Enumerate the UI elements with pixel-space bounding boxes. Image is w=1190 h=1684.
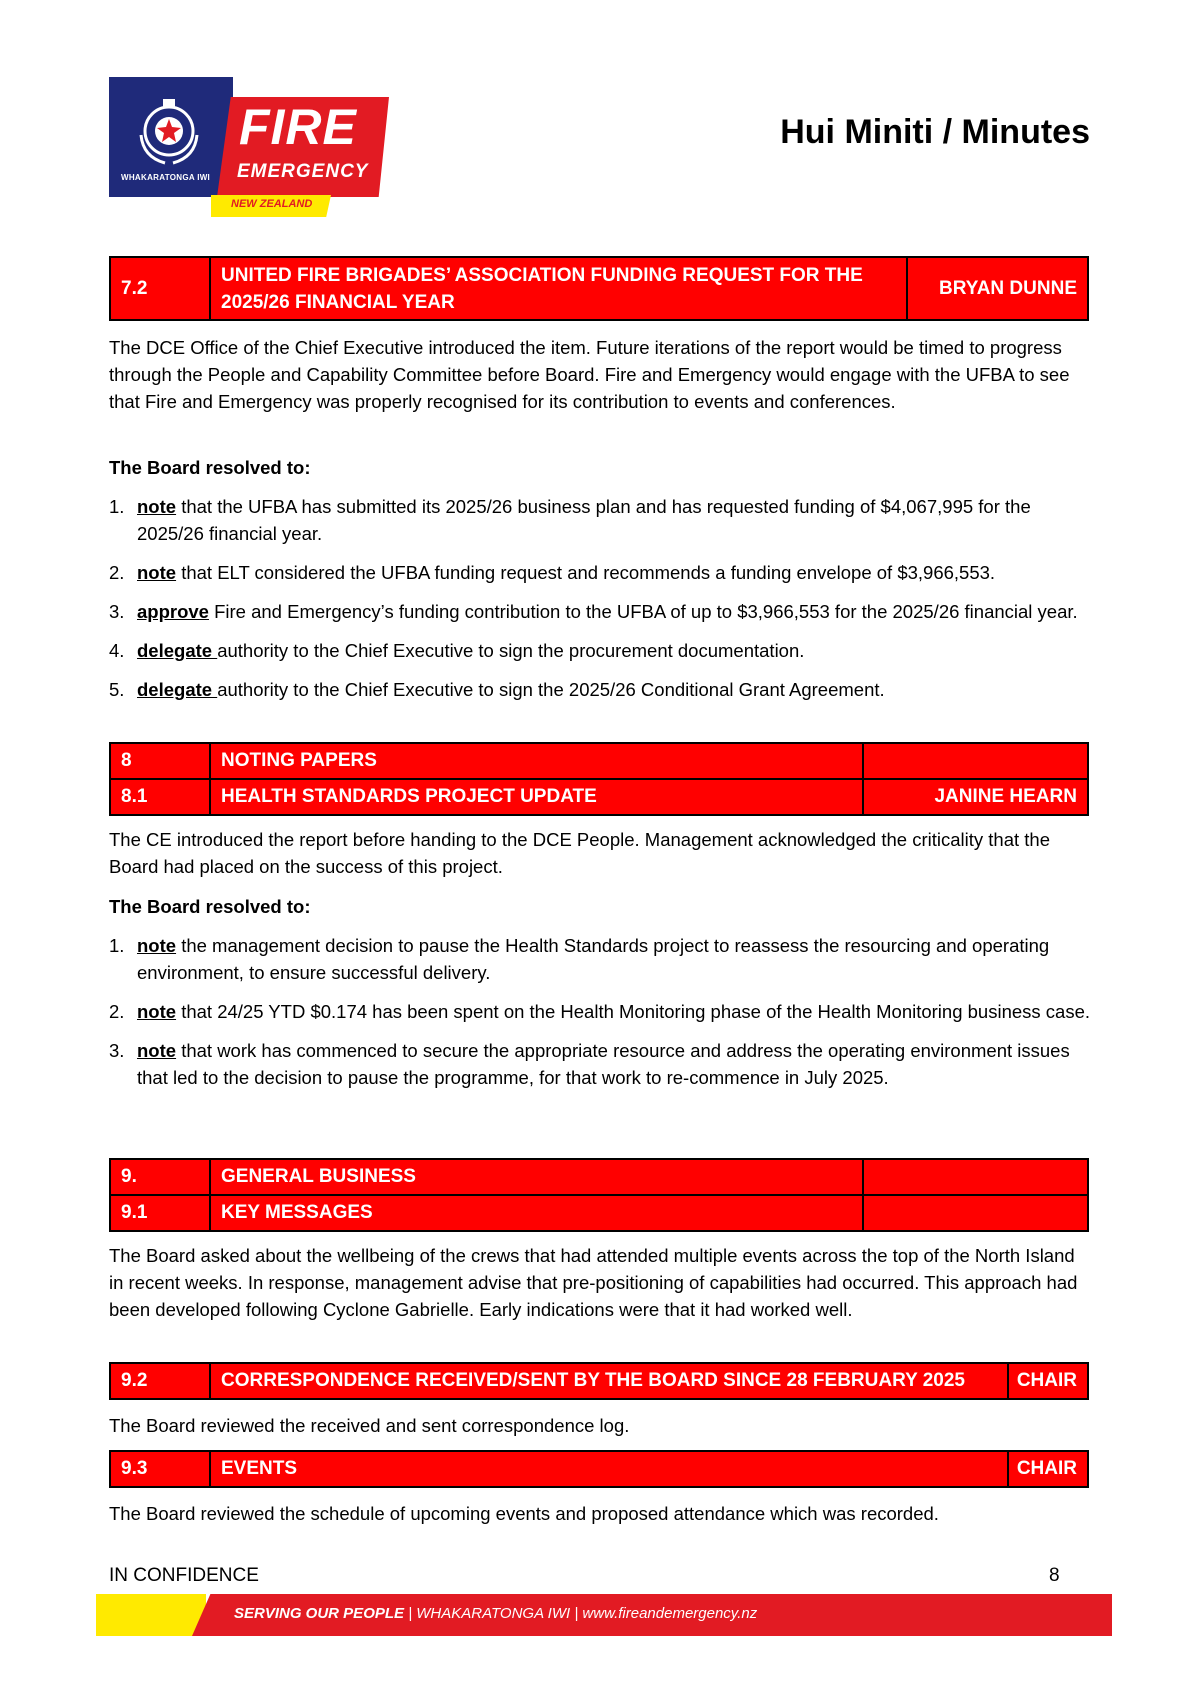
section-title: KEY MESSAGES <box>221 1202 373 1223</box>
item-verb: note <box>137 496 177 517</box>
brand-logo <box>109 77 389 217</box>
item-number: 1. <box>109 935 125 956</box>
section-body: The Board reviewed the schedule of upcoming events and proposed attendance which was recorded. <box>109 1503 939 1524</box>
footer-banner <box>96 1594 1112 1636</box>
section-body: The Board asked about the wellbeing of the crews that had attended multiple events across the top of the North Island in recent weeks. In response, management advise that pre-positioning of capabilities had occurred. This approach had been developed following Cyclone Gabrielle. Early indications were that it had worked well. <box>109 1245 1078 1320</box>
list-item <box>109 932 1094 986</box>
resolution-list <box>109 493 1094 715</box>
item-text: that the UFBA has submitted its 2025/26 business plan and has requested funding of $4,067,995 for the 2025/26 financial year. <box>137 496 1031 544</box>
resolution-heading: The Board resolved to: <box>109 896 311 917</box>
section-row-9-1 <box>111 1194 1087 1230</box>
section-header-8 <box>109 742 1089 816</box>
item-verb: delegate <box>137 640 218 661</box>
footer-tagline <box>234 1605 757 1622</box>
section-header-7-2 <box>109 256 1089 321</box>
section-owner <box>862 1196 1087 1230</box>
item-number: 3. <box>109 1040 125 1061</box>
item-verb: note <box>137 1040 177 1061</box>
section-number: 8 <box>111 744 211 778</box>
section-header-9-3 <box>109 1450 1089 1488</box>
footer-yellow-block <box>96 1594 206 1636</box>
item-number: 3. <box>109 601 125 622</box>
item-verb: note <box>137 562 177 583</box>
section-row-8-1 <box>111 778 1087 814</box>
resolution-heading: The Board resolved to: <box>109 457 311 478</box>
item-number: 4. <box>109 640 125 661</box>
section-header-9-2 <box>109 1362 1089 1400</box>
footer-tagline-bold: SERVING OUR PEOPLE <box>234 1605 405 1622</box>
section-body: The Board reviewed the received and sent correspondence log. <box>109 1415 630 1436</box>
section-number: 8.1 <box>111 780 211 814</box>
item-text: authority to the Chief Executive to sign the 2025/26 Conditional Grant Agreement. <box>217 679 885 700</box>
item-verb: approve <box>137 601 209 622</box>
section-number: 7.2 <box>111 258 211 319</box>
item-text: that ELT considered the UFBA funding request and recommends a funding envelope of $3,966,553. <box>176 562 996 583</box>
item-verb: delegate <box>137 679 218 700</box>
page-number: 8 <box>1049 1565 1060 1586</box>
list-item <box>109 559 1094 586</box>
list-item <box>109 493 1094 547</box>
item-verb: note <box>137 1001 177 1022</box>
item-text: that 24/25 YTD $0.174 has been spent on the Health Monitoring phase of the Health Monitoring business case. <box>176 1001 1091 1022</box>
section-title: CORRESPONDENCE RECEIVED/SENT BY THE BOARD SINCE 28 FEBRUARY 2025 <box>221 1370 965 1391</box>
logo-country-text: NEW ZEALAND <box>231 198 313 210</box>
item-text: that work has commenced to secure the appropriate resource and address the operating environment issues that led to the decision to pause the programme, for that work to re-commence in July 2025. <box>137 1040 1070 1088</box>
section-owner: JANINE HEARN <box>862 780 1087 814</box>
item-number: 2. <box>109 562 125 583</box>
section-number: 9.3 <box>111 1452 211 1486</box>
section-owner: CHAIR <box>1007 1364 1087 1398</box>
section-body: The DCE Office of the Chief Executive introduced the item. Future iterations of the report would be timed to progress through the People and Capability Committee before Board. Fire and Emergency would engage with the UFBA to see that Fire and Emergency was properly recognised for its contribution to events and conferences. <box>109 337 1070 412</box>
logo-iwi-text: WHAKARATONGA IWI <box>121 173 211 182</box>
item-verb: note <box>137 935 177 956</box>
logo-fire-text: FIRE <box>239 99 357 155</box>
item-text: authority to the Chief Executive to sign the procurement documentation. <box>217 640 805 661</box>
section-owner <box>862 1160 1087 1194</box>
section-title: GENERAL BUSINESS <box>221 1166 416 1187</box>
list-item <box>109 1037 1094 1091</box>
item-text: the management decision to pause the Health Standards project to reassess the resourcing and operating environment, to ensure successful delivery. <box>137 935 1050 983</box>
section-row-9 <box>111 1160 1087 1194</box>
section-number: 9.2 <box>111 1364 211 1398</box>
confidentiality-label: IN CONFIDENCE <box>109 1565 259 1586</box>
section-number: 9. <box>111 1160 211 1194</box>
item-text: Fire and Emergency’s funding contribution to the UFBA of up to $3,966,553 for the 2025/26 financial year. <box>208 601 1078 622</box>
footer-tagline-rest: | WHAKARATONGA IWI | www.fireandemergency.nz <box>404 1605 758 1622</box>
item-number: 2. <box>109 1001 125 1022</box>
section-number: 9.1 <box>111 1196 211 1230</box>
list-item <box>109 598 1094 625</box>
resolution-list <box>109 932 1094 1103</box>
section-header-9 <box>109 1158 1089 1232</box>
section-owner: BRYAN DUNNE <box>906 258 1087 319</box>
item-number: 1. <box>109 496 125 517</box>
section-row-8 <box>111 744 1087 778</box>
section-owner: CHAIR <box>1007 1452 1087 1486</box>
logo-emergency-text: EMERGENCY <box>237 161 369 182</box>
section-owner <box>862 744 1087 778</box>
section-title: UNITED FIRE BRIGADES’ ASSOCIATION FUNDING REQUEST FOR THE 2025/26 FINANCIAL YEAR <box>221 264 863 313</box>
item-number: 5. <box>109 679 125 700</box>
list-item <box>109 676 1094 703</box>
page-title: Hui Miniti / Minutes <box>780 113 1090 151</box>
section-body: The CE introduced the report before handing to the DCE People. Management acknowledged the criticality that the Board had placed on the success of this project. <box>109 829 1050 877</box>
crest-icon <box>129 95 209 173</box>
list-item <box>109 637 1094 664</box>
section-title: EVENTS <box>221 1458 298 1479</box>
section-title: HEALTH STANDARDS PROJECT UPDATE <box>221 786 597 807</box>
list-item <box>109 998 1094 1025</box>
section-title: NOTING PAPERS <box>221 750 377 771</box>
